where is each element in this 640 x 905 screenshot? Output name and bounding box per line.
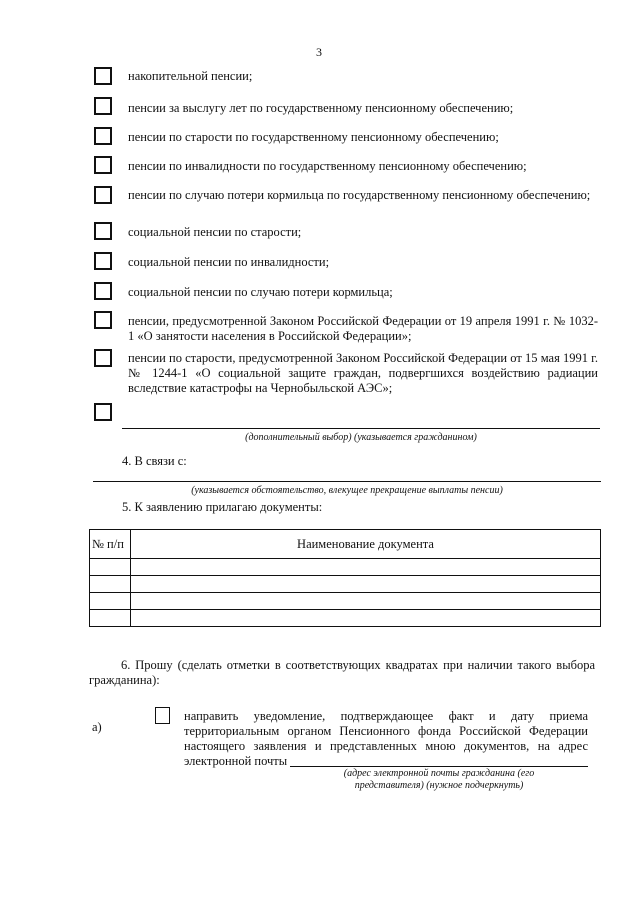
option-label: пенсии за выслугу лет по государственному пенсионному обеспечению; <box>128 101 514 115</box>
section6-intro-text: 6. Прошу (сделать отметки в соответствующих квадратах при наличии такого выбора гражданина): <box>89 658 595 687</box>
option-label: пенсии по старости по государственному пенсионному обеспечению; <box>128 130 499 144</box>
checkbox-additional-choice[interactable] <box>94 403 112 421</box>
table-cell[interactable] <box>131 593 601 610</box>
documents-table <box>89 529 601 627</box>
option-label: социальной пенсии по инвалидности; <box>128 255 330 269</box>
checkbox-long-service-pension[interactable] <box>94 97 112 115</box>
checkbox-social-disability-pension[interactable] <box>94 252 112 270</box>
checkbox-social-old-age-pension[interactable] <box>94 222 112 240</box>
column-header-number: № п/п <box>90 530 131 559</box>
checkbox-social-survivor-pension[interactable] <box>94 282 112 300</box>
item-a-text-content: направить уведомление, подтверждающее факт и дату приема территориальным органом Пенсионного фонда Российской Федерации настоящего заявления и представленных мною документов, на адрес электронной почты <box>184 709 588 768</box>
table-cell[interactable] <box>131 610 601 627</box>
page-number: 3 <box>316 45 322 59</box>
checkbox-disability-state-pension[interactable] <box>94 156 112 174</box>
table-cell[interactable] <box>90 559 131 576</box>
table-cell[interactable] <box>90 610 131 627</box>
section4-line[interactable] <box>93 481 601 482</box>
table-cell[interactable] <box>90 593 131 610</box>
table-cell[interactable] <box>131 576 601 593</box>
option-label: накопительной пенсии; <box>128 69 253 83</box>
table-cell[interactable] <box>90 576 131 593</box>
option-label: пенсии по случаю потери кормильца по государственному пенсионному обеспечению; <box>128 188 591 202</box>
column-header-document-name: Наименование документа <box>131 530 601 559</box>
email-address-line[interactable] <box>290 766 588 767</box>
table-row <box>90 610 601 627</box>
item-a-text <box>184 709 588 769</box>
checkbox-employment-law-pension[interactable] <box>94 311 112 329</box>
option-label: пенсии, предусмотренной Законом Российской Федерации от 19 апреля 1991 г. № 1032-1 «О занятости населения в Российской Федерации»; <box>128 314 598 343</box>
option-label: социальной пенсии по старости; <box>128 225 302 239</box>
checkbox-email-notification[interactable] <box>155 707 170 724</box>
additional-choice-hint: (дополнительный выбор) (указывается гражданином) <box>245 432 477 443</box>
section4-hint: (указывается обстоятельство, влекущее прекращение выплаты пенсии) <box>191 485 503 496</box>
checkbox-old-age-state-pension[interactable] <box>94 127 112 145</box>
email-hint-line2: представителя) (нужное подчеркнуть) <box>354 780 524 791</box>
additional-choice-line[interactable] <box>122 428 600 429</box>
option-label: пенсии по старости, предусмотренной Законом Российской Федерации от 15 мая 1991 г. № 1244-1 «О социальной защите граждан, подвергшихся воздействию радиации вследствие катастрофы на Чернобыльской АЭС»; <box>128 351 598 395</box>
section5-label: 5. К заявлению прилагаю документы: <box>122 500 323 514</box>
table-row <box>90 559 601 576</box>
table-cell[interactable] <box>131 559 601 576</box>
checkbox-chernobyl-pension[interactable] <box>94 349 112 367</box>
table-row <box>90 576 601 593</box>
checkbox-cumulative-pension[interactable] <box>94 67 112 85</box>
option-label: социальной пенсии по случаю потери кормильца; <box>128 285 393 299</box>
email-hint-line1: (адрес электронной почты гражданина (его <box>343 768 535 779</box>
table-row <box>90 593 601 610</box>
section6-intro <box>89 658 595 688</box>
section4-label: 4. В связи с: <box>122 454 187 468</box>
checkbox-survivor-state-pension[interactable] <box>94 186 112 204</box>
option-label: пенсии по инвалидности по государственному пенсионному обеспечению; <box>128 159 527 173</box>
item-a-marker: а) <box>92 720 102 734</box>
